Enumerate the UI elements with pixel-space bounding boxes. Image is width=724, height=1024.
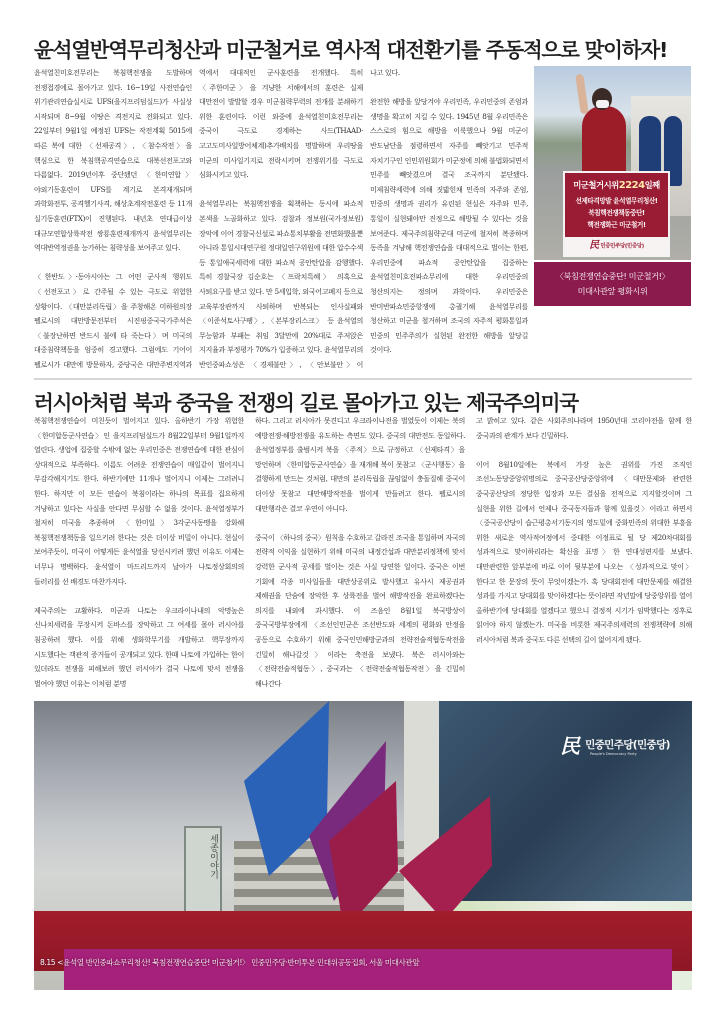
article1-column-3 bbox=[370, 66, 528, 374]
paragraph: 역에서 대대적인 군사훈련을 전개했다. 특히 〈주한미군〉을 겨냥한 서해에서의 훈련은 실제 대만전이 발발할 경우 미군침략무력의 전개를 분쇄하기 위한 훈련이다. 이런 와중에 윤석열친미호전무리는 중국이 극도로 경계하는 사드(THAAD·고고도미사일방어체계)추가배치를 명발하며 우리땅을 미군의 미사일기지로 전락시키며 전쟁위기를 극도로 심화시키고 있다. bbox=[199, 68, 363, 180]
article1-headline: 윤석열반역무리청산과 미군철거로 역사적 대전환기를 주동적으로 맞이하자! bbox=[34, 38, 668, 62]
party-logo-icon: 民 bbox=[589, 240, 599, 251]
paragraph: 북침핵전쟁연습이 미친듯이 벌어지고 있다. 올하반기 가장 위험한 〈한미합동군사연습〉인 을지프리덤실드가 8월22일부터 9월1일까지 열린다. 생업에 집중할 수밖에 없는 우리민중은 전쟁연습에 대한 관심이 상대적으로 부족하다. 이름도 어려운 전쟁연습이 매일같이 벌어지니 무감각해지기도 한다. 하반기에만 11개나 벌어지니 이제는 그러려니 한다. 하지만 이 모든 연습이 북침이라는 하나의 목표를 집요하게 겨냥하고 있다는 사실을 안다면 무심할 수 없을 것이다. 윤석열정부가 철저히 미국을 추종하며 〈한미일〉3각군사동맹을 강화해 북침핵전쟁책동을 일으키려 한다는 것은 더이상 비밀이 아니다. 현실이 보여주듯이, 미국이 어떻게든 윤석열을 당선시키려 했던 이유도 이제는 너무나 명백하다. 윤석열이 마드리드까지 날아가 나토정상회의의 들러리를 선 배경도 마찬가지다. bbox=[34, 416, 244, 586]
article2-column-2 bbox=[255, 414, 465, 699]
article2-headline: 러시아처럼 북과 중국을 전쟁의 길로 몰아가고 있는 제국주의미국 bbox=[34, 391, 578, 415]
sign-logo-text: 민중민주당(민중당) bbox=[600, 243, 644, 250]
article2-column-1 bbox=[34, 414, 244, 699]
sign-text: 일째 bbox=[644, 180, 660, 190]
party-logo bbox=[560, 730, 670, 759]
paragraph: 이어 8월10일에는 북에서 가장 높은 권위를 가진 조직인 조선노동당중앙위명의로 중국공산당중앙위에 〈대만문제와 관련한 중국공산당의 정당한 입장과 모든 결심을 전적으로 지지할것이며 그 실현을 위한 길에서 언제나 중국동지들과 함께 있을것〉이라고 하면서 〈중국공산당이 습근평총서기동지의 영도밑에 중화민족의 위대한 부흥을 위한 새로운 역사적여정에서 중대한 이정표로 될 당 제20차대회를 성과적으로 맞이하리라는 확신을 표명〉한 연대성편지를 보냈다. 대만관련한 앞부분에 바로 이어 뒷부분에 나오는 〈성과적으로 맞이〉한다고 한 문장의 뜻이 무엇이겠는가. 혹 당대회전에 대만문제를 해결한 성과를 가지고 당대회를 맞이하겠다는 뜻이라면 작년말에 당중앙위를 열어 올하반기에 당대회를 열겠다고 했으니 결정적 시기가 임박했다는 징후로 읽어야 하지 않겠는가. 미국을 비롯한 제국주의세력의 전쟁책략에 의해 러시아처럼 북과 중국도 다른 선택의 길이 없어지게 됐다. bbox=[476, 459, 692, 644]
caption-line: 〈북침전쟁연습중단! 미군철거!〉 bbox=[555, 271, 670, 281]
paragraph: 윤석열친미호전무리는 북침핵전쟁을 도발하며 전쟁접경에로 몰아가고 있다. 16~19일 사전연습인 위기관리연습실시로 UFS(을지프리덤실드)가 사실상 시작되며 8~9월 이땅은 격전지로 전화되고 있다. 22일부터 9월1일 예정된 UFS는 작전계획 5015에 따른 북에 대한 〈선제공격〉, 〈참수작전〉을 핵심으로 한 북침핵공격연습으로 대북선전포고와 다름없다. 2019년이후 중단됐던 〈한미연합〉야외기동훈련이 UFS를 계기로 본격재개되며 과학화전투, 공격헬기사격, 해상초계작전훈련 등 11개 실기동훈련(FTX)이 진행된다. 내년초 연대급이상 대규모연합상륙작전 쌍룡훈련재개까지 윤석열무리는 역대반역정권을 능가하는 침략성을 보여주고 있다. bbox=[34, 68, 192, 253]
paragraph: 고 밝히고 있다. 같은 사회주의나라며 1950년대 코리아전을 함께 한 중국과의 관계가 보다 긴밀하다. bbox=[476, 416, 692, 440]
paragraph: 하다. 그리고 러시아가 못견디고 우크라이나전을 벌였듯이 이제는 북의 예방전쟁·해방전쟁을 유도하는 측면도 있다. 중국의 대만전도 동일하다. 윤석열정부를 출범시켜 북을 〈주적〉으로 규정하고 〈선제타격〉을 망언하며 〈한미합동군사연습〉을 재개해 북이 못참고 〈군사행동〉을 결행하게 만드는 것처럼, 대만의 분리독립을 끊임없이 충돌질해 중국이 더이상 못참고 대만해방작전을 벌이게 만들려고 한다. 펠로시의 대만행각은 결코 우연이 아니다. bbox=[255, 416, 465, 513]
article1-column-2 bbox=[199, 66, 363, 374]
photo-caption: 8.15 <윤석열 반민중파쇼무리청산! 북침전쟁연습중단! 미군철거!〉 민중민주당·반미투본·민대위공동집회, 서울 미대사관앞 bbox=[40, 958, 420, 967]
sign-logo bbox=[565, 237, 668, 255]
paragraph: 〈한반도〉·동아시아는 그 어떤 군사적 행위도 〈선전포고〉로 간주될 수 있는 극도로 위험한 상황이다. 〈대만분리독립〉을 주창해온 미하원의장 펠로시의 대만방문전부터 시진핑중국국가주석은 〈불장난하면 반드시 불에 타 죽는다〉며 미국의 대중침략책동을 엄중히 경고했다. 그럼에도 기어이 펠로시가 대만에 방문하자, 중당국은 대만주변지역과 bbox=[34, 272, 192, 369]
article1-column-1 bbox=[34, 66, 192, 374]
paragraph: 중국이 〈하나의 중국〉원칙을 수호하고 갈라진 조국을 통일하며 자국의 전략적 이익을 실현하기 위해 미국의 내정간섭과 대만분리정책에 맞서 강력한 군사적 공세를 벌이는 것은 사실 당연한 일이다. 중국은 이번 기회에 각종 미사일들을 대만상공위로 발사했고 유사시 제공권과 제해권을 단숨에 장악한 후 상륙전을 벌여 해방작전을 완료하겠다는 의지를 내외에 과시했다. 이 즈음인 8월1일 북국방상이 중국국방부장에게 〈조선인민군은 조선반도와 세계의 평화와 안정을 공동으로 수호하기 위해 중국인민해방군과의 전략전술적협동작전을 긴밀히 해나갈것〉이라는 축전을 보냈다. 북은 러시아와는 〈전략전술적협동〉, 중국과는 〈전략전술적협동작전〉을 긴밀히 해나간다 bbox=[255, 532, 465, 688]
street-sign: 세종이야기 bbox=[184, 826, 222, 936]
paragraph: 나고 있다. bbox=[370, 68, 400, 77]
photo-caption bbox=[534, 262, 691, 306]
signature-line bbox=[370, 372, 528, 374]
party-name: 민중민주당(민중당) bbox=[585, 739, 670, 751]
caption-line: 미대사관앞 평화시위 bbox=[577, 286, 648, 296]
rally-banner bbox=[64, 949, 672, 990]
sign-text: 북침핵전쟁책동중단! bbox=[588, 209, 645, 217]
raised-fist bbox=[575, 74, 588, 115]
sign-text: 선제타격망발 윤석열무리청산! bbox=[575, 197, 658, 205]
article2-column-3 bbox=[476, 414, 692, 699]
signature bbox=[370, 372, 528, 374]
sign-text: 미군철거시위 bbox=[573, 180, 619, 190]
paragraph: 완전한 해방을 앞당겨야 우리민족, 우리민중의 존엄과 생명을 확고히 지킬 수 있다. 1945년 8월 우리민족은 스스로의 힘으로 해방을 이룩했으나 9월 미군이 반도남단을 점령하면서 자주를 빼앗기고 민주적 자치기구인 인민위원회가 미군정에 의해 불법화되면서 민주를 빼앗겼으며 결국 조국까지 분단됐다. 미제침략세력에 의해 짓밟힌채 민족의 자주와 존엄, 민중의 생명과 권리가 유린된 현실은 자주와 민주, 통일이 실현돼야만 진정으로 해방될 수 있다는 것을 보여준다. 제국주의침략군대 미군에 철저히 복종하며 동족을 겨냥해 핵전쟁연습을 대대적으로 벌이는 한편, 우리민중에 파쇼적 공안탄압을 집중하는 윤석열친미호전파쇼무리에 대한 우리민중의 청산의지는 정의며 과학이다. 우리민중은 반미반파쇼민중항쟁에 총궐기해 윤석열무리를 청산하고 미군을 철거하며 조국의 자주적 평화통일과 민중의 민주주의가 실현된 완전한 해방을 앞당길 것이다. bbox=[370, 97, 528, 355]
sign-text: 핵전쟁화근 미군철거! bbox=[587, 221, 646, 229]
paragraph: 제국주의는 교활하다. 미군과 나토는 우크라이나내의 악명높은 신나치세력을 무장시켜 돈바스를 장악하고 그 여세를 몰아 러시아를 침공하려 했다. 이를 위해 생화학무기를 개발하고 핵무장까지 시도했다는 객관적 증거들이 공개되고 있다. 한때 나토에 가입하는 한이 있더라도 전쟁을 피해보려 했던 러시아가 결국 나토에 맞서 전쟁을 벌여야 했던 이유는 이처럼 분명 bbox=[34, 605, 244, 688]
protest-sign bbox=[563, 171, 670, 257]
section-divider bbox=[34, 378, 692, 380]
face-mask bbox=[596, 100, 609, 108]
day-count: 2224 bbox=[618, 180, 645, 191]
paragraph: 윤석열무리는 북침핵전쟁을 획책하는 동시에 파쇼적 본색을 노골화하고 있다. 검찰과 정보원(국가정보원)장악에 이어 경찰국신설로 파쇼통치부활을 전면화했을뿐 아니라 통일시대연구원 정대일연구위원에 대한 압수수색 등 통일애국세력에 대한 파쇼적 공안탄압을 감행했다. 특히 경찰국장 김순호는 〈프락치특혜〉 의혹으로 사퇴요구를 받고 있다. 만 5세입학, 외국어고폐지 등으로 교육부장관까지 사퇴하며 반복되는 인사실패와 〈이준석토사구팽〉, 〈본부장리스크〉 등 윤석열의 무능함과 부패는 취임 3달만에 20%대로 주저앉은 지지율과 부정평가 70%가 입증하고 있다. 윤석열무리의 반인중파쇼성은 〈경제불안〉, 〈안보불안〉이 bbox=[199, 199, 363, 369]
party-name-english: People's Democracy Party bbox=[590, 752, 637, 756]
party-logo-icon: 民 bbox=[560, 734, 580, 758]
